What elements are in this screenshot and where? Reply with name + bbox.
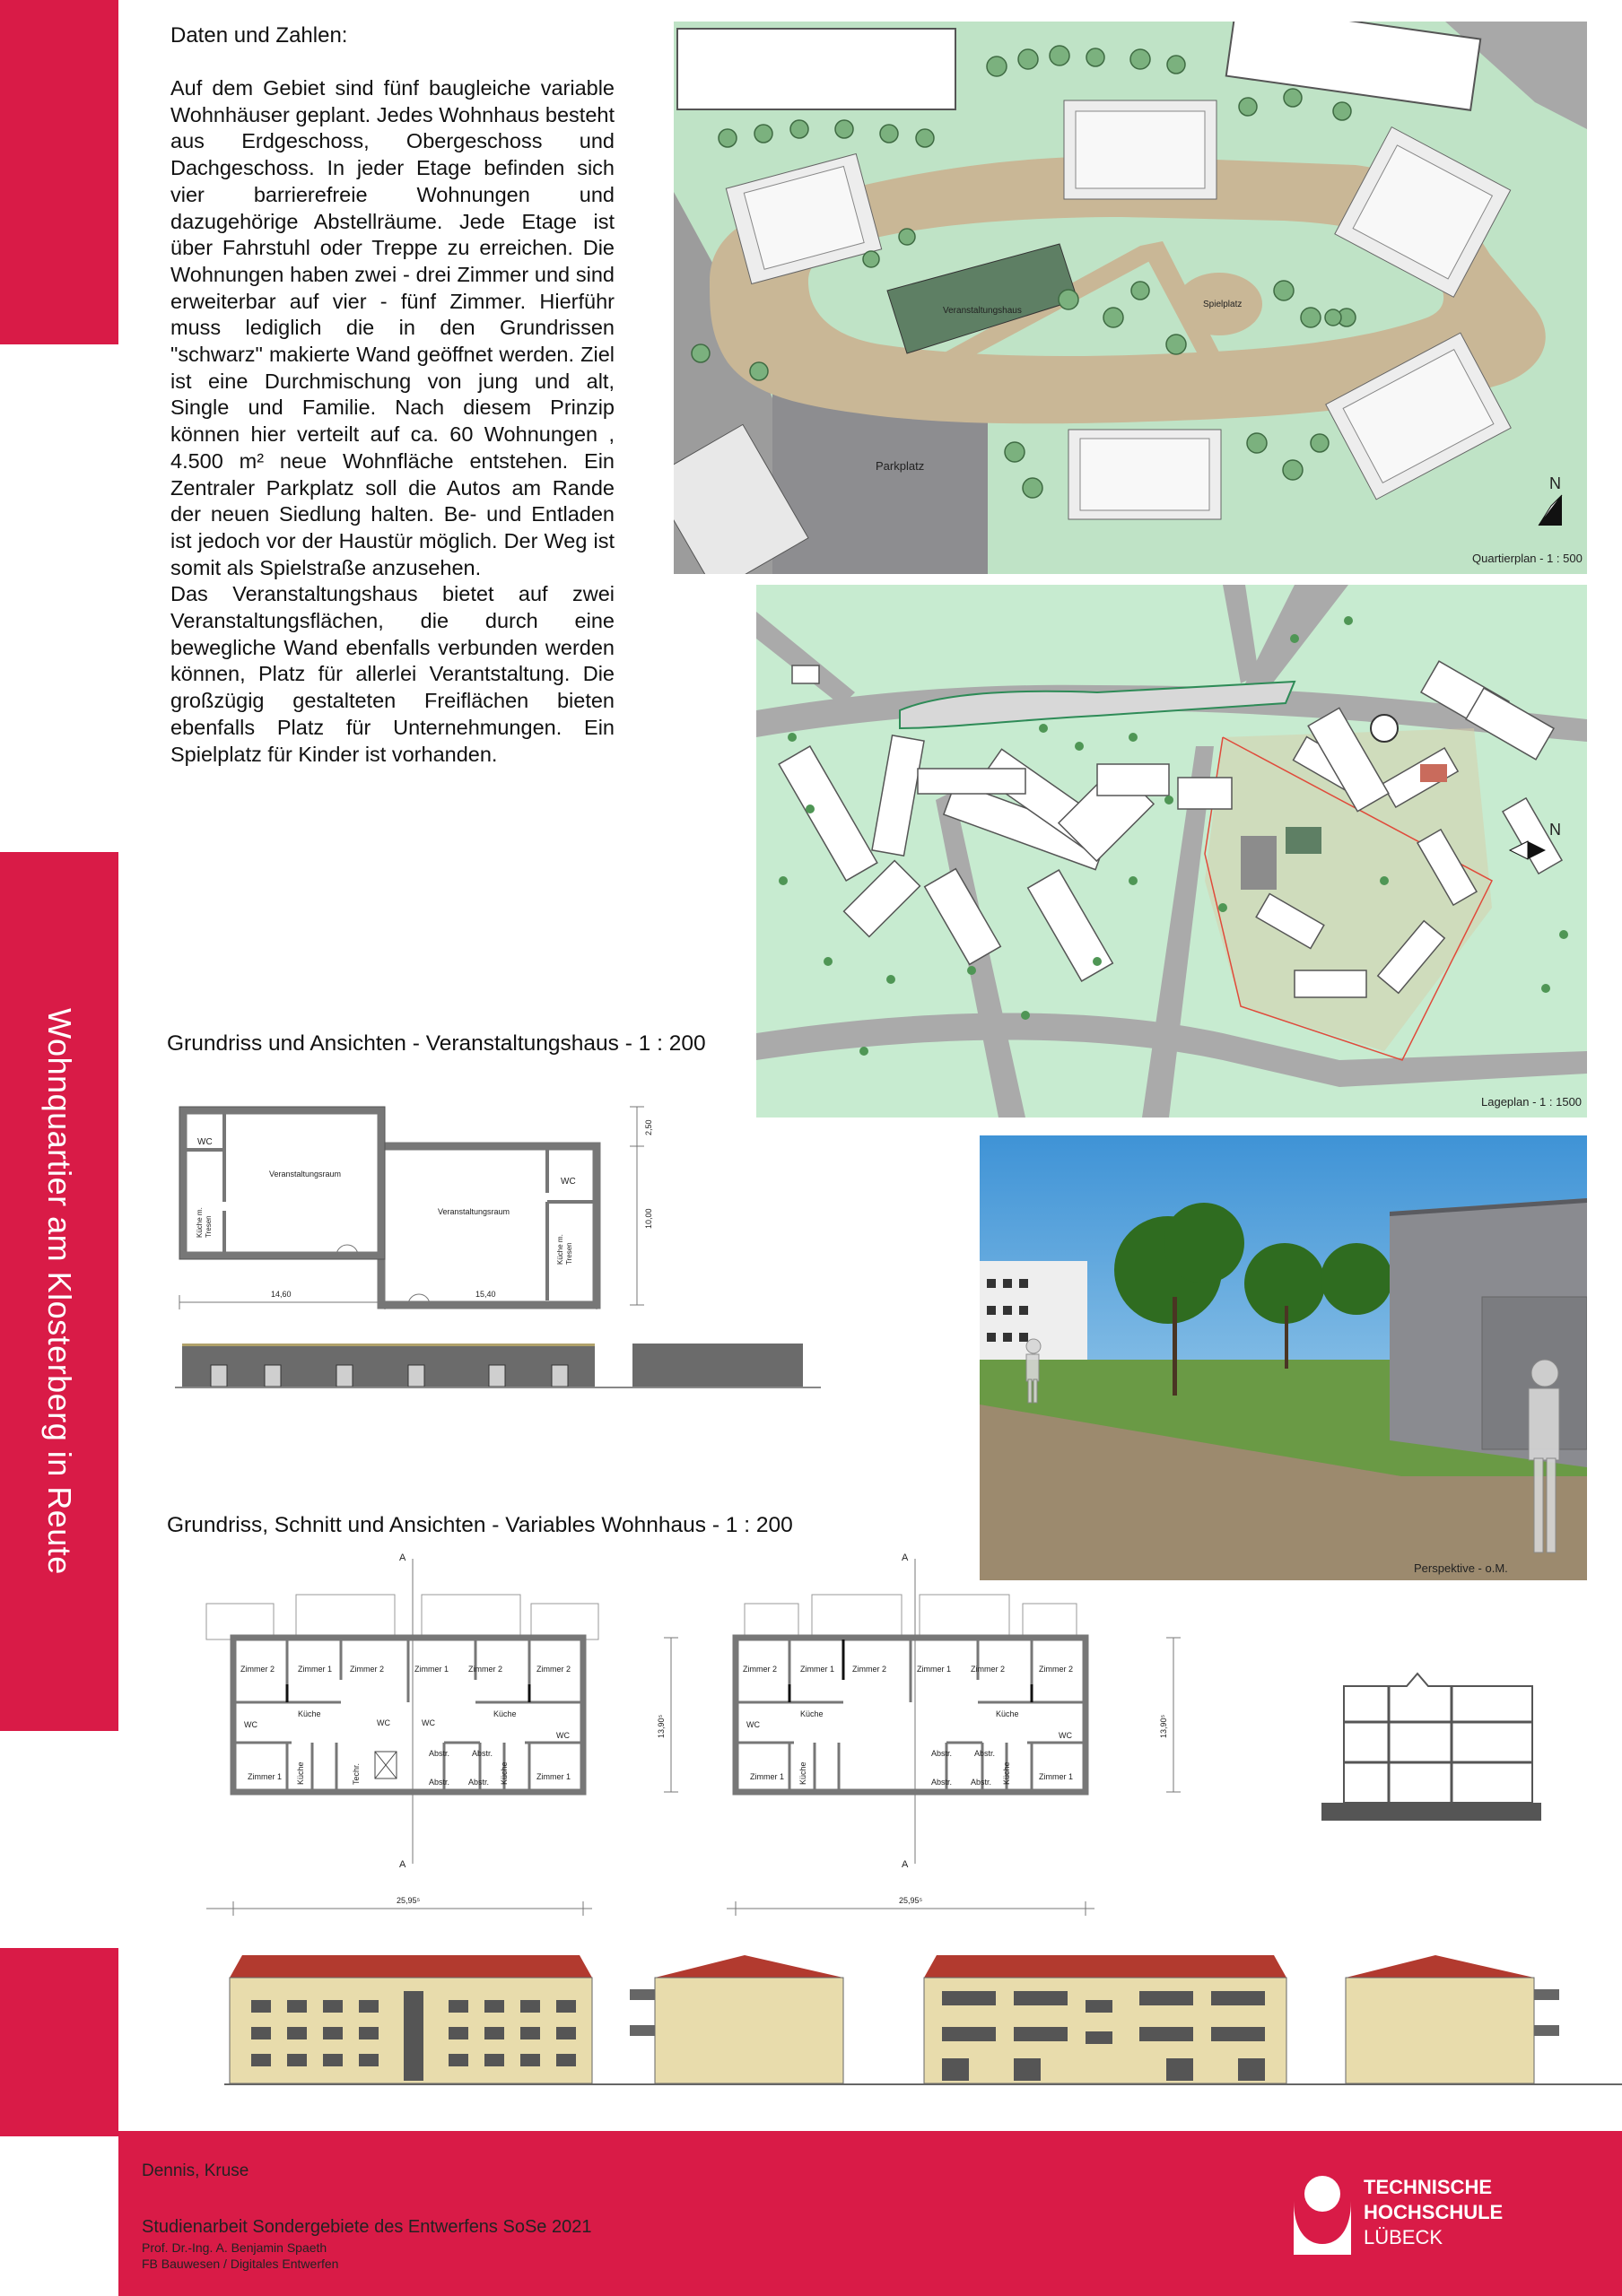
footer — [118, 2131, 1622, 2296]
svg-text:25,95⁵: 25,95⁵ — [899, 1896, 923, 1905]
house-section — [1317, 1668, 1541, 1830]
svg-text:WC: WC — [556, 1731, 570, 1740]
svg-text:N: N — [1549, 821, 1561, 839]
intro-heading: Daten und Zahlen: — [170, 23, 348, 48]
svg-text:Zimmer 2: Zimmer 2 — [1039, 1665, 1073, 1674]
label-playground: Spielplatz — [1203, 300, 1243, 309]
svg-text:Küche: Küche — [296, 1761, 305, 1785]
svg-text:Abstr.: Abstr. — [429, 1778, 450, 1787]
svg-text:Küche: Küche — [1002, 1761, 1011, 1785]
lageplan-caption: Lageplan - 1 : 1500 — [1481, 1095, 1583, 1109]
svg-text:Techr.: Techr. — [352, 1762, 361, 1785]
svg-text:Abstr.: Abstr. — [472, 1749, 493, 1758]
svg-text:Küche m.: Küche m. — [196, 1207, 204, 1238]
svg-text:13,90⁵: 13,90⁵ — [657, 1714, 666, 1738]
svg-text:A: A — [399, 1859, 406, 1870]
event-house-title: Grundriss und Ansichten - Veranstaltungshaus - 1 : 200 — [167, 1031, 706, 1056]
svg-text:Abstr.: Abstr. — [931, 1749, 953, 1758]
house-floor-plan-left — [197, 1550, 682, 1926]
lageplan-site-plan — [756, 585, 1587, 1118]
svg-text:Zimmer 2: Zimmer 2 — [468, 1665, 502, 1674]
svg-text:25,95⁵: 25,95⁵ — [397, 1896, 421, 1905]
svg-text:14,60: 14,60 — [271, 1290, 292, 1299]
svg-text:Zimmer 1: Zimmer 1 — [1039, 1772, 1073, 1781]
svg-text:Küche: Küche — [798, 1761, 807, 1785]
svg-text:Tresen: Tresen — [205, 1215, 213, 1238]
svg-text:Zimmer 1: Zimmer 1 — [750, 1772, 784, 1781]
quartierplan-caption: Quartierplan - 1 : 500 — [1472, 552, 1583, 565]
svg-text:Zimmer 2: Zimmer 2 — [852, 1665, 886, 1674]
svg-text:Küche: Küche — [996, 1709, 1019, 1718]
red-bar-top — [0, 0, 118, 344]
vertical-project-title — [0, 852, 118, 1731]
svg-text:Abstr.: Abstr. — [468, 1778, 490, 1787]
svg-text:13,90⁵: 13,90⁵ — [1159, 1714, 1168, 1738]
red-bar-bottom — [0, 1948, 118, 2136]
svg-text:Veranstaltungsraum: Veranstaltungsraum — [438, 1207, 510, 1216]
quartierplan-site-plan — [674, 22, 1587, 574]
svg-text:Abstr.: Abstr. — [931, 1778, 953, 1787]
intro-text — [170, 75, 615, 768]
svg-text:Zimmer 1: Zimmer 1 — [414, 1665, 449, 1674]
svg-text:10,00: 10,00 — [644, 1208, 653, 1229]
label-event-house: Veranstaltungshaus — [943, 306, 1022, 316]
svg-text:Zimmer 2: Zimmer 2 — [743, 1665, 777, 1674]
label-parking: Parkplatz — [876, 459, 925, 473]
footer-course: Studienarbeit Sondergebiete des Entwerfens SoSe 2021 — [142, 2217, 592, 2237]
svg-text:A: A — [399, 1552, 406, 1563]
svg-text:Küche: Küche — [298, 1709, 321, 1718]
svg-text:Abstr.: Abstr. — [971, 1778, 992, 1787]
svg-text:Abstr.: Abstr. — [429, 1749, 450, 1758]
svg-text:15,40: 15,40 — [475, 1290, 496, 1299]
svg-text:N: N — [1549, 474, 1561, 492]
intro-paragraph-2: Das Veranstaltungshaus bietet auf zwei Veranstaltungsflächen, die durch eine bewegliche Wand ebenfalls verbunden werden können, Platz für allerlei Verantstaltung. Die großzügig gestalteten Freiflächen bieten ebenfalls Platz für Unternehmungen. Ein Spielplatz für Kinder ist vorhanden. — [170, 582, 615, 766]
event-house-elevations — [175, 1336, 821, 1401]
svg-text:A: A — [902, 1859, 909, 1870]
svg-text:WC: WC — [377, 1718, 390, 1727]
logo-line-2: HOCHSCHULE — [1364, 2201, 1504, 2223]
perspective-rendering — [980, 1135, 1587, 1580]
svg-text:WC: WC — [244, 1720, 257, 1729]
svg-text:WC: WC — [561, 1177, 576, 1187]
svg-text:Zimmer 2: Zimmer 2 — [971, 1665, 1005, 1674]
house-elevations — [224, 1955, 1622, 2099]
logo-line-1: TECHNISCHE — [1364, 2176, 1493, 2198]
svg-text:A: A — [902, 1552, 909, 1563]
svg-text:WC: WC — [1059, 1731, 1072, 1740]
svg-text:Zimmer 2: Zimmer 2 — [240, 1665, 275, 1674]
svg-text:Zimmer 1: Zimmer 1 — [248, 1772, 282, 1781]
footer-authors: Dennis, Kruse — [142, 2161, 249, 2180]
svg-text:Tresen: Tresen — [565, 1242, 573, 1265]
logo-line-3: LÜBECK — [1364, 2226, 1443, 2248]
svg-text:WC: WC — [197, 1137, 213, 1147]
svg-text:Zimmer 2: Zimmer 2 — [536, 1665, 571, 1674]
svg-text:Veranstaltungsraum: Veranstaltungsraum — [269, 1170, 342, 1178]
svg-text:Küche m.: Küche m. — [556, 1234, 564, 1265]
university-logo-icon — [1290, 2174, 1355, 2260]
house-floor-plan-right — [700, 1550, 1184, 1926]
svg-text:Abstr.: Abstr. — [974, 1749, 996, 1758]
svg-text:Zimmer 1: Zimmer 1 — [917, 1665, 951, 1674]
svg-text:WC: WC — [746, 1720, 760, 1729]
perspective-caption: Perspektive - o.M. — [1414, 1561, 1508, 1575]
svg-text:Küche: Küche — [493, 1709, 517, 1718]
footer-department: FB Bauwesen / Digitales Entwerfen — [142, 2257, 339, 2271]
svg-text:Küche: Küche — [800, 1709, 824, 1718]
svg-text:Zimmer 1: Zimmer 1 — [800, 1665, 834, 1674]
svg-text:Küche: Küche — [500, 1761, 509, 1785]
footer-professor: Prof. Dr.-Ing. A. Benjamin Spaeth — [142, 2240, 327, 2255]
svg-text:Zimmer 1: Zimmer 1 — [536, 1772, 571, 1781]
svg-text:Zimmer 1: Zimmer 1 — [298, 1665, 332, 1674]
svg-text:WC: WC — [422, 1718, 435, 1727]
project-title-text: Wohnquartier am Klosterberg in Reute — [41, 1008, 78, 1575]
svg-text:2,50: 2,50 — [644, 1119, 653, 1135]
house-title: Grundriss, Schnitt und Ansichten - Variables Wohnhaus - 1 : 200 — [167, 1513, 793, 1537]
svg-text:Zimmer 2: Zimmer 2 — [350, 1665, 384, 1674]
intro-paragraph-1: Auf dem Gebiet sind fünf baugleiche variable Wohnhäuser geplant. Jedes Wohnhaus besteht aus Erdgeschoss, Obergeschoss und Dachgeschoss. In jeder Etage befinden sich vier barrierefreie Wohnungen und dazugehörige Abstellräume. Jede Etage ist über Fahrstuhl oder Treppe zu erreichen. Die Wohnungen haben zwei - drei Zimmer und sind erweiterbar auf vier - fünf Zimmer. Hierführ muss lediglich die in den Grundrissen "schwarz" makierte Wand geöffnet werden. Ziel ist eine Durchmischung von jung und alt, Single und Familie. Nach diesem Prinzip können hier verteilt auf ca. 60 Wohnungen , 4.500 m² neue Wohnfläche entstehen. Ein Zentraler Parkplatz soll die Autos am Rande der neuen Siedlung halten. Be- und Entladen ist jedoch vor der Haustür möglich. Der Weg ist somit als Spielstraße anzusehen. — [170, 76, 615, 579]
